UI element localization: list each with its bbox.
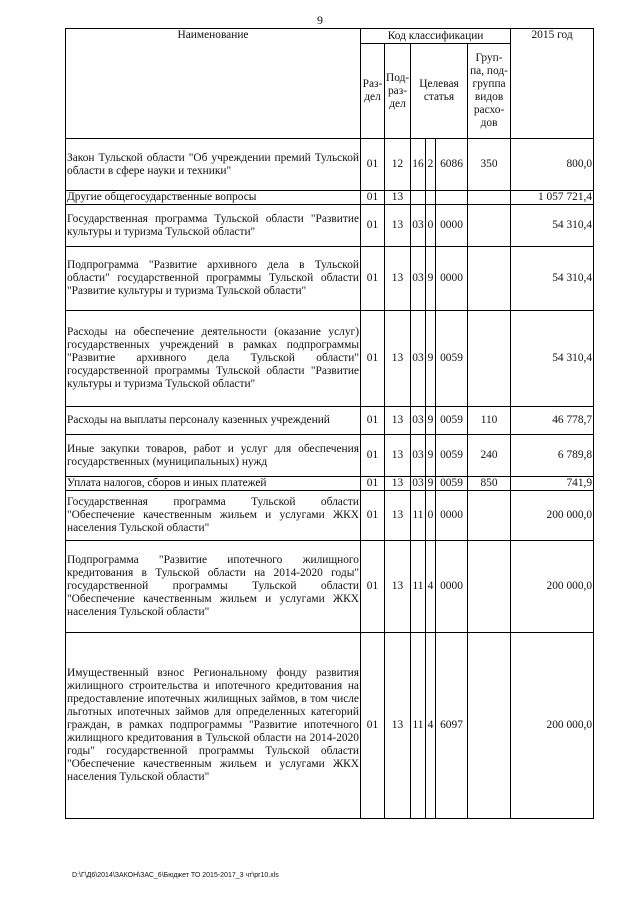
row-target-direction: 0059	[436, 407, 468, 435]
row-section: 01	[361, 435, 385, 477]
row-target-direction: 0000	[436, 541, 468, 633]
row-subsection: 13	[385, 541, 411, 633]
row-target-direction: 0000	[436, 205, 468, 247]
row-target-subprogram: 4	[426, 541, 436, 633]
row-expense-group: 240	[468, 435, 511, 477]
row-target-program: 11	[411, 491, 426, 541]
table-row	[66, 139, 594, 191]
row-target-program: 03	[411, 311, 426, 407]
row-expense-group	[468, 311, 511, 407]
table-row	[66, 191, 594, 205]
table-row	[66, 247, 594, 311]
row-target-subprogram: 9	[426, 477, 436, 491]
row-name: Уплата налогов, сборов и иных платежей	[66, 477, 361, 491]
row-subsection: 13	[385, 435, 411, 477]
header-name: Наименование	[66, 29, 361, 139]
row-section: 01	[361, 139, 385, 191]
row-target-subprogram: 9	[426, 435, 436, 477]
row-target-program: 03	[411, 205, 426, 247]
row-expense-group: 350	[468, 139, 511, 191]
row-amount: 54 310,4	[511, 205, 594, 247]
row-target-program: 03	[411, 407, 426, 435]
row-target-subprogram: 9	[426, 407, 436, 435]
row-name: Государственная программа Тульской области "Обеспечение качественным жильем и услугами ЖКХ населения Тульской области"	[66, 491, 361, 541]
row-expense-group	[468, 491, 511, 541]
header-row-top	[66, 29, 594, 44]
row-target-direction: 6086	[436, 139, 468, 191]
row-section: 01	[361, 407, 385, 435]
row-name: Подпрограмма "Развитие ипотечного жилищного кредитования в Тульской области на 2014-2020 годы" государственной программы Тульской области "Обеспечение качественным жильем и услугами ЖКХ населения Тульской области"	[66, 541, 361, 633]
row-target-subprogram: 4	[426, 633, 436, 819]
header-classification: Код классификации	[361, 29, 511, 44]
row-amount: 200 000,0	[511, 491, 594, 541]
row-expense-group: 850	[468, 477, 511, 491]
row-name: Другие общегосударственные вопросы	[66, 191, 361, 205]
row-section: 01	[361, 205, 385, 247]
row-amount: 1 057 721,4	[511, 191, 594, 205]
row-target-direction	[436, 191, 468, 205]
row-section: 01	[361, 311, 385, 407]
row-target-direction: 6097	[436, 633, 468, 819]
row-expense-group	[468, 191, 511, 205]
row-name: Закон Тульской области "Об учреждении премий Тульской области в сфере науки и техники"	[66, 139, 361, 191]
row-section: 01	[361, 477, 385, 491]
page-number: 9	[317, 13, 323, 27]
row-expense-group	[468, 247, 511, 311]
file-path-footer: D:\Г\Д6\2014\ЗАКОН\ЗАС_6\Бюджет ТО 2015-2017_3 чт\pr10.xls	[72, 872, 279, 879]
row-section: 01	[361, 191, 385, 205]
row-subsection: 13	[385, 247, 411, 311]
row-target-subprogram: 0	[426, 205, 436, 247]
row-amount: 741,9	[511, 477, 594, 491]
row-target-direction: 0000	[436, 491, 468, 541]
header-year: 2015 год	[511, 29, 594, 139]
row-target-program: 11	[411, 541, 426, 633]
row-subsection: 13	[385, 205, 411, 247]
row-expense-group	[468, 541, 511, 633]
row-section: 01	[361, 633, 385, 819]
header-subsection: Под-раз-дел	[385, 44, 411, 139]
row-target-direction: 0059	[436, 311, 468, 407]
row-target-program	[411, 191, 426, 205]
row-expense-group	[468, 205, 511, 247]
row-target-program: 16	[411, 139, 426, 191]
row-target-program: 11	[411, 633, 426, 819]
table-row	[66, 205, 594, 247]
row-name: Подпрограмма "Развитие архивного дела в Тульской области" государственной программы Тульской области "Развитие культуры и туризма Тульской области"	[66, 247, 361, 311]
table-row	[66, 633, 594, 819]
table-row	[66, 407, 594, 435]
row-subsection: 12	[385, 139, 411, 191]
row-subsection: 13	[385, 191, 411, 205]
row-subsection: 13	[385, 477, 411, 491]
row-amount: 54 310,4	[511, 247, 594, 311]
header-section: Раз-дел	[361, 44, 385, 139]
row-target-subprogram: 9	[426, 311, 436, 407]
row-target-subprogram: 0	[426, 491, 436, 541]
table-row	[66, 311, 594, 407]
row-subsection: 13	[385, 311, 411, 407]
table-row	[66, 435, 594, 477]
row-name: Иные закупки товаров, работ и услуг для обеспечения государственных (муниципальных) нужд	[66, 435, 361, 477]
row-target-direction: 0000	[436, 247, 468, 311]
row-target-program: 03	[412, 477, 424, 489]
table-row	[66, 477, 594, 491]
row-amount: 6 789,8	[511, 435, 594, 477]
row-amount: 800,0	[511, 139, 594, 191]
row-amount: 200 000,0	[511, 633, 594, 819]
row-amount: 54 310,4	[511, 311, 594, 407]
row-target-subprogram	[426, 191, 436, 205]
row-expense-group: 110	[468, 407, 511, 435]
row-section: 01	[361, 541, 385, 633]
row-subsection: 13	[385, 407, 411, 435]
row-target-direction: 0059	[436, 435, 468, 477]
header-expense-group: Груп-па, под-группа видов расхо-дов	[468, 44, 511, 139]
row-target-program: 03	[411, 247, 426, 311]
row-name: Расходы на выплаты персоналу казенных учреждений	[66, 407, 361, 435]
row-target-direction: 0059	[436, 477, 468, 491]
row-target-program: 03	[411, 435, 426, 477]
row-subsection: 13	[385, 491, 411, 541]
budget-table	[65, 28, 594, 819]
table-row	[66, 541, 594, 633]
row-expense-group	[468, 633, 511, 819]
row-amount: 200 000,0	[511, 541, 594, 633]
row-section: 01	[361, 247, 385, 311]
row-section: 01	[361, 491, 385, 541]
row-name: Расходы на обеспечение деятельности (оказание услуг) государственных учреждений в рамках подпрограммы "Развитие архивного дела Тульской области" государственной программы Тульской области "Развитие культуры и туризма Тульской области"	[66, 311, 361, 407]
row-amount: 46 778,7	[511, 407, 594, 435]
row-name: Государственная программа Тульской области "Развитие культуры и туризма Тульской области"	[66, 205, 361, 247]
row-target-subprogram: 9	[426, 247, 436, 311]
table-row	[66, 491, 594, 541]
row-subsection: 13	[385, 633, 411, 819]
header-target-article: Целевая статья	[411, 44, 468, 139]
row-target-subprogram: 2	[426, 139, 436, 191]
row-name: Имущественный взнос Региональному фонду развития жилищного строительства и ипотечного кредитования на предоставление ипотечных жилищных займов, в том числе льготных ипотечных займов для определенных категорий граждан, в рамках подпрограммы "Развитие ипотечного жилищного кредитования в Тульской области на 2014-2020 годы" государственной программы Тульской области "Обеспечение качественным жильем и услугами ЖКХ населения Тульской области"	[66, 633, 361, 819]
